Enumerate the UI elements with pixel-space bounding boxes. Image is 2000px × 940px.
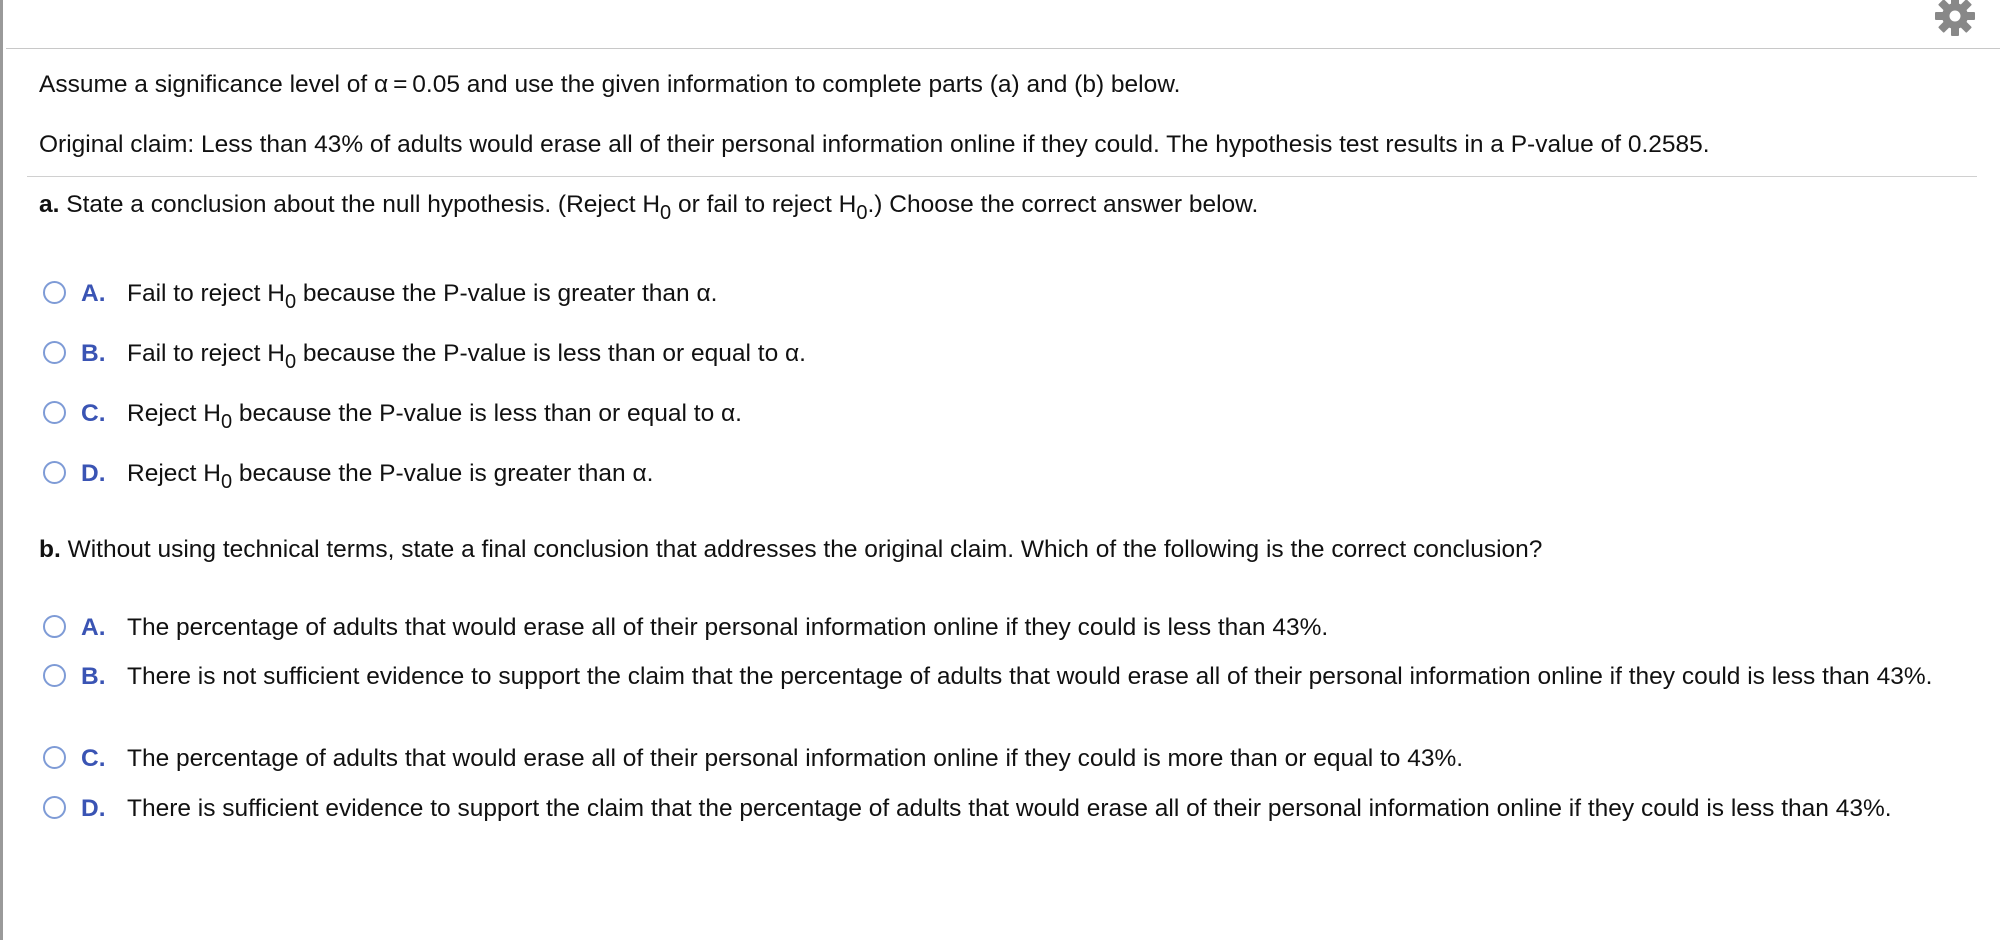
part-a-option-c[interactable] bbox=[43, 398, 1983, 433]
part-a-text-3: .) Choose the correct answer below. bbox=[867, 191, 1259, 218]
part-a-option-d[interactable] bbox=[43, 458, 1983, 493]
part-a-question bbox=[39, 190, 1259, 224]
radio-button[interactable] bbox=[43, 281, 66, 304]
part-b-question bbox=[39, 535, 1542, 565]
option-text-post: because the P-value is greater than α. bbox=[296, 280, 718, 307]
part-b-text: Without using technical terms, state a final conclusion that addresses the original claim. Which of the following is the correct conclusion? bbox=[60, 536, 1543, 563]
radio-button[interactable] bbox=[43, 461, 66, 484]
option-text-post: because the P-value is less than or equal to α. bbox=[296, 340, 806, 367]
option-text: There is sufficient evidence to support the claim that the percentage of adults that would erase all of their personal information online if they could is less than 43%. bbox=[127, 795, 1892, 822]
part-b-option-a[interactable] bbox=[43, 612, 1983, 643]
radio-button[interactable] bbox=[43, 401, 66, 424]
part-a-text-1: State a conclusion about the null hypothesis. (Reject H bbox=[59, 191, 661, 218]
part-b-option-d[interactable] bbox=[43, 793, 1983, 855]
option-text bbox=[127, 338, 1977, 373]
option-letter: C. bbox=[81, 745, 106, 772]
section-divider bbox=[27, 176, 1977, 177]
radio-button[interactable] bbox=[43, 664, 66, 687]
option-text-post: because the P-value is less than or equal to α. bbox=[232, 400, 742, 427]
option-text-pre: Fail to reject H bbox=[127, 340, 285, 367]
option-letter: C. bbox=[81, 400, 106, 427]
intro-text: Assume a significance level of α = 0.05 and use the given information to complete parts (a) and (b) below. bbox=[39, 71, 1181, 98]
option-letter: A. bbox=[81, 280, 106, 307]
subscript: 0 bbox=[856, 202, 868, 224]
option-text: There is not sufficient evidence to support the claim that the percentage of adults that would erase all of their personal information online if they could is less than 43%. bbox=[127, 663, 1933, 690]
subscript: 0 bbox=[220, 471, 233, 493]
option-text-post: because the P-value is greater than α. bbox=[232, 460, 654, 487]
radio-button[interactable] bbox=[43, 796, 66, 819]
option-text bbox=[127, 458, 1977, 493]
radio-button[interactable] bbox=[43, 746, 66, 769]
top-divider bbox=[6, 48, 2000, 49]
subscript: 0 bbox=[284, 291, 297, 313]
part-b-option-b[interactable] bbox=[43, 661, 1983, 723]
subscript: 0 bbox=[284, 351, 297, 373]
option-letter: D. bbox=[81, 460, 106, 487]
original-claim: Original claim: Less than 43% of adults would erase all of their personal information online if they could. The hypothesis test results in a P-value of 0.2585. bbox=[39, 131, 1710, 158]
radio-button[interactable] bbox=[43, 341, 66, 364]
subscript: 0 bbox=[220, 411, 233, 433]
option-text-pre: Fail to reject H bbox=[127, 280, 285, 307]
option-text-pre: Reject H bbox=[127, 460, 221, 487]
part-a-option-a[interactable] bbox=[43, 278, 1983, 313]
option-letter: B. bbox=[81, 340, 106, 367]
part-a-label: a. bbox=[39, 191, 60, 218]
option-text: The percentage of adults that would erase all of their personal information online if they could is more than or equal to 43%. bbox=[127, 745, 1464, 772]
part-b-option-c[interactable] bbox=[43, 743, 1983, 774]
part-a-option-b[interactable] bbox=[43, 338, 1983, 373]
subscript: 0 bbox=[660, 202, 672, 224]
gear-icon[interactable] bbox=[1933, 0, 1977, 38]
option-letter: A. bbox=[81, 614, 106, 641]
option-text bbox=[127, 398, 1977, 433]
part-a-text-2: or fail to reject H bbox=[671, 191, 857, 218]
option-text bbox=[127, 278, 1977, 313]
option-letter: B. bbox=[81, 663, 106, 690]
option-text: The percentage of adults that would erase all of their personal information online if they could is less than 43%. bbox=[127, 614, 1329, 641]
option-letter: D. bbox=[81, 795, 106, 822]
radio-button[interactable] bbox=[43, 615, 66, 638]
part-b-label: b. bbox=[39, 536, 61, 563]
option-text-pre: Reject H bbox=[127, 400, 221, 427]
